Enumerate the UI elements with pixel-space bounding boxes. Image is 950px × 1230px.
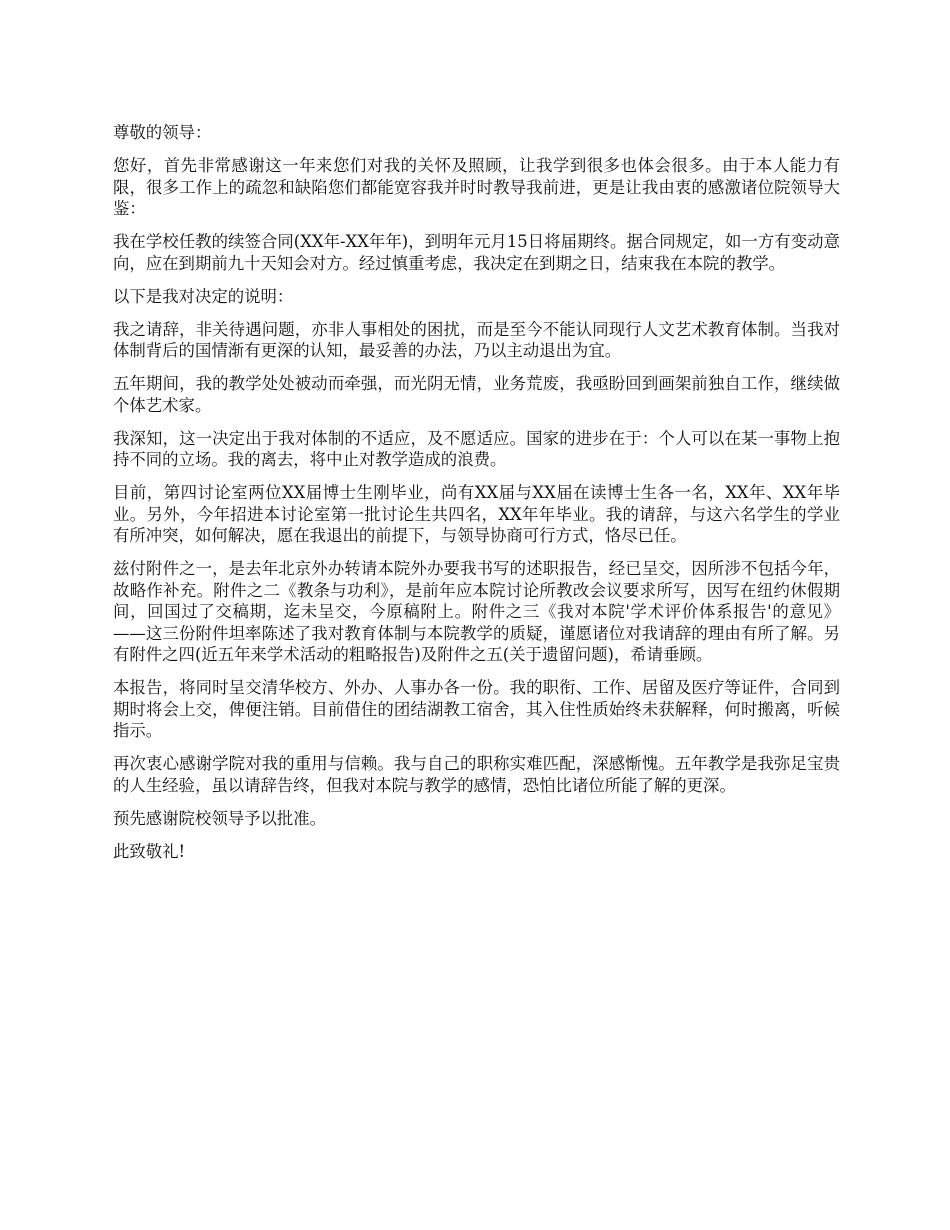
letter-paragraph-2: 我在学校任教的续签合同(XX年-XX年年)，到明年元月15日将届期终。据合同规定，如一方有变动意向，应在到期前九十天知会对方。经过慎重考虑，我决定在到期之日，结束我在本院的教学。 xyxy=(113,232,840,273)
letter-paragraph-7: 目前，第四讨论室两位XX届博士生刚毕业，尚有XX届与XX届在读博士生各一名，XX年、XX年毕业。另外，今年招进本讨论室第一批讨论生共四名，XX年年毕业。我的请辞，与这六名学生的学业有所冲突，如何解决，愿在我退出的前提下，与领导协商可行方式，恪尽已任。 xyxy=(113,483,840,545)
letter-paragraph-3: 以下是我对决定的说明： xyxy=(113,286,294,306)
letter-document xyxy=(113,122,840,874)
letter-paragraph-6: 我深知，这一决定出于我对体制的不适应，及不愿适应。国家的进步在于：个人可以在某一事物上抱持不同的立场。我的离去，将中止对教学造成的浪费。 xyxy=(113,428,840,469)
letter-paragraph-1: 您好，首先非常感谢这一年来您们对我的关怀及照顾，让我学到很多也体会很多。由于本人能力有限，很多工作上的疏忽和缺陷您们都能宽容我并时时教导我前进，更是让我由衷的感激诸位院领导大鉴： xyxy=(113,156,840,218)
letter-paragraph-9: 本报告，将同时呈交清华校方、外办、人事办各一份。我的职衔、工作、居留及医疗等证件，合同到期时将会上交，俾便注销。目前借住的团结湖教工宿舍，其入住性质始终未获解释，何时搬离，听候指示。 xyxy=(113,678,840,740)
letter-paragraph-10: 再次衷心感谢学院对我的重用与信赖。我与自己的职称实难匹配，深感惭愧。五年教学是我弥足宝贵的人生经验，虽以请辞告终，但我对本院与教学的感情，恐怕比诸位所能了解的更深。 xyxy=(113,754,840,795)
letter-paragraph-4: 我之请辞，非关待遇问题，亦非人事相处的困扰，而是至今不能认同现行人文艺术教育体制。当我对体制背后的国情渐有更深的认知，最妥善的办法，乃以主动退出为宜。 xyxy=(113,319,840,360)
letter-paragraph-5: 五年期间，我的教学处处被动而牵强，而光阴无情，业务荒废，我亟盼回到画架前独自工作，继续做个体艺术家。 xyxy=(113,374,840,415)
letter-paragraph-8: 兹付附件之一，是去年北京外办转请本院外办要我书写的述职报告，经已呈交，因所涉不包括今年，故略作补充。附件之二《教条与功利》，是前年应本院讨论所教改会议要求所写，因写在纽约休假期间，回国过了交稿期，迄未呈交，今原稿附上。附件之三《我对本院'学术评价体系报告'的意见》——这三份附件坦率陈述了我对教育体制与本院教学的质疑，谨愿诸位对我请辞的理由有所了解。另有附件之四(近五年来学术活动的粗略报告)及附件之五(关于遗留问题)，希请垂顾。 xyxy=(113,559,840,664)
letter-salutation: 尊敬的领导： xyxy=(113,123,212,142)
letter-closing: 此致敬礼! xyxy=(113,841,186,861)
letter-paragraph-11: 预先感谢院校领导予以批准。 xyxy=(113,808,327,828)
